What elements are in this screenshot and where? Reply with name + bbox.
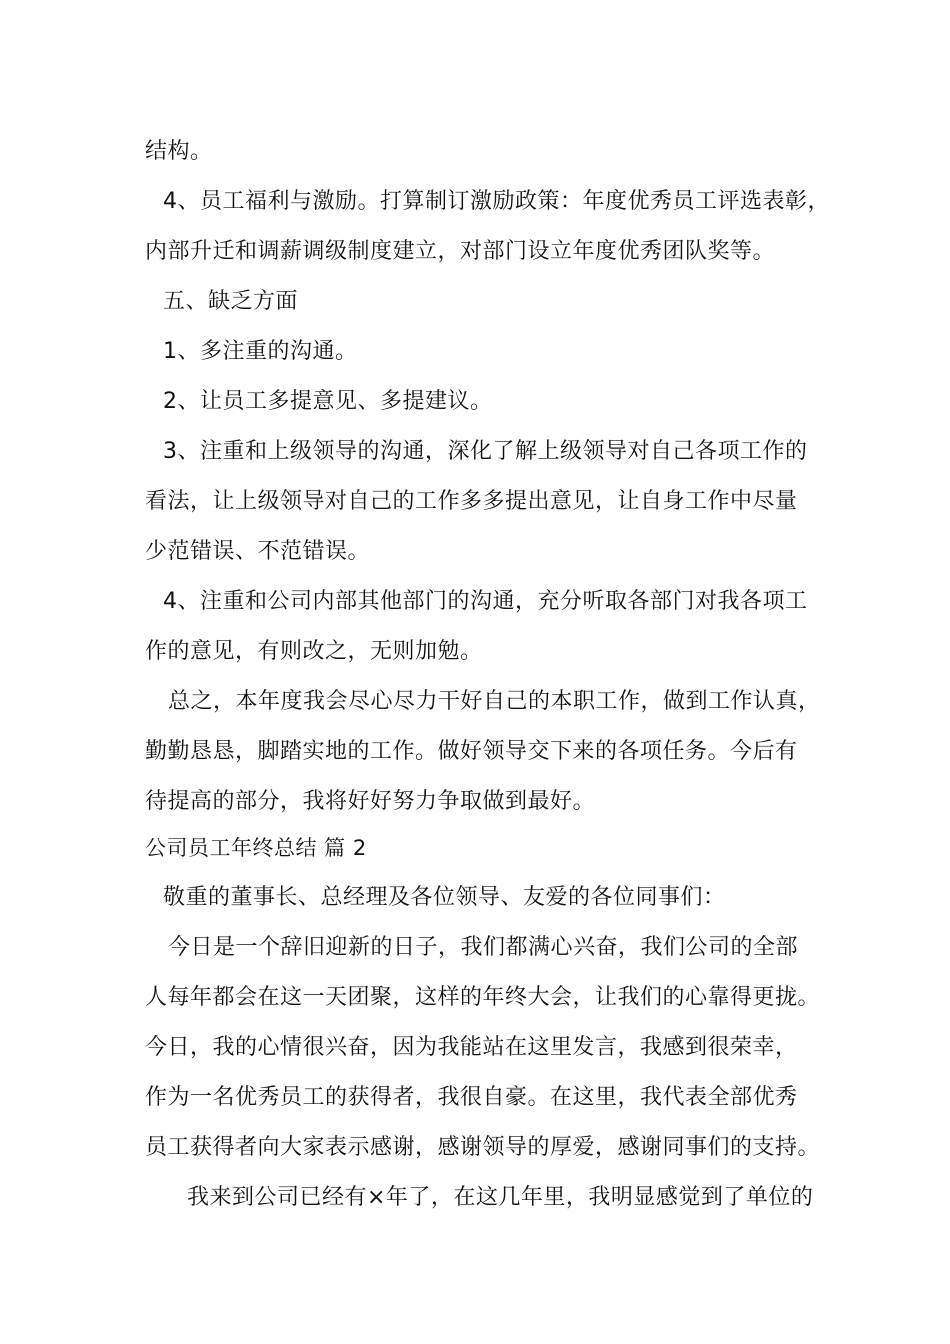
text-line-shortcoming-3-cont-1: 看法，让上级领导对自己的工作多多提出意见，让自身工作中尽量 [145,489,798,514]
text-line-structure: 结构。 [145,139,213,164]
text-line-shortcoming-3-cont-2: 少范错误、不范错误。 [145,539,371,564]
text-line-conclusion-cont-2: 待提高的部分，我将好好努力争取做到最好。 [145,789,596,814]
text-line-speech-3: 今日，我的心情很兴奋，因为我能站在这里发言，我感到很荣幸， [145,1035,798,1060]
text-line-conclusion: 总之，本年度我会尽心尽力干好自己的本职工作，做到工作认真， [168,689,821,714]
text-line-speech-5: 员工获得者向大家表示感谢，感谢领导的厚爱，感谢同事们的支持。 [145,1135,821,1160]
text-line-salutation: 敬重的董事长、总经理及各位领导、友爱的各位同事们： [163,885,726,910]
text-line-shortcoming-2: 2、让员工多提意见、多提建议。 [163,389,493,414]
text-line-shortcoming-3: 3、注重和上级领导的沟通，深化了解上级领导对自己各项工作的 [163,439,808,464]
text-line-item-4-benefits-cont: 内部升迁和调薪调级制度建立，对部门设立年度优秀团队奖等。 [145,239,776,264]
section-heading-shortcomings: 五、缺乏方面 [163,289,299,314]
text-line-speech-2: 人每年都会在这一天团聚，这样的年终大会，让我们的心靠得更拢。 [145,985,821,1010]
text-line-speech-1: 今日是一个辞旧迎新的日子，我们都满心兴奋，我们公司的全部 [168,935,799,960]
text-line-speech-4: 作为一名优秀员工的获得者，我很自豪。在这里，我代表全部优秀 [145,1085,798,1110]
text-line-shortcoming-4: 4、注重和公司内部其他部门的沟通，充分听取各部门对我各项工 [163,589,808,614]
text-line-conclusion-cont-1: 勤勤恳恳，脚踏实地的工作。做好领导交下来的各项任务。今后有 [145,739,798,764]
text-line-speech-6: 我来到公司已经有×年了，在这几年里，我明显感觉到了单位的 [187,1185,814,1210]
text-line-item-4-benefits: 4、员工福利与激励。打算制订激励政策：年度优秀员工评选表彰， [163,189,830,214]
text-line-shortcoming-1: 1、多注重的沟通。 [163,339,358,364]
text-line-shortcoming-4-cont: 作的意见，有则改之，无则加勉。 [145,639,483,664]
article-heading-part-2: 公司员工年终总结 篇 2 [145,836,367,860]
